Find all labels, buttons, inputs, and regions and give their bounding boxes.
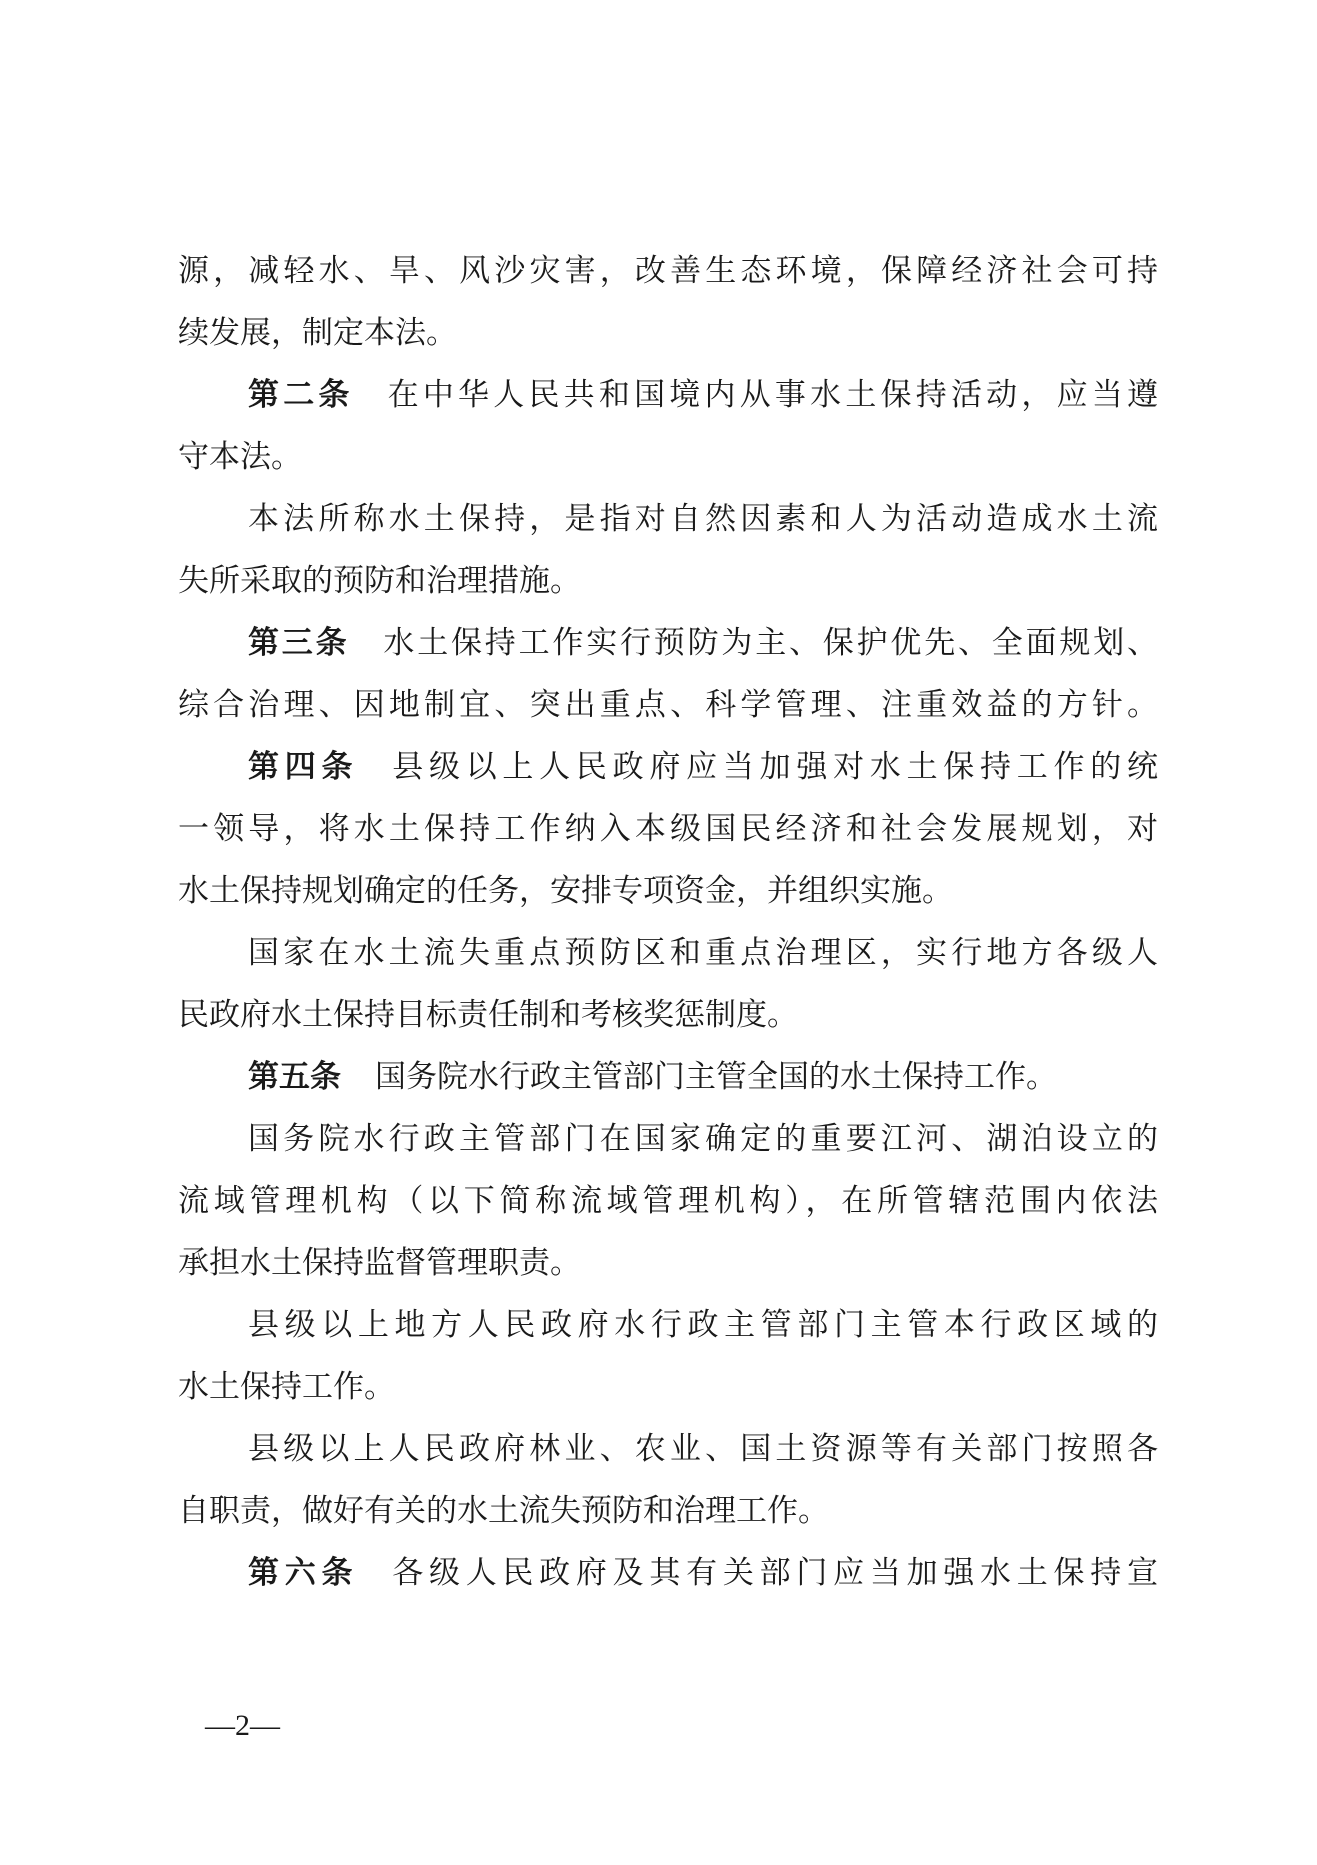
text-line: 民政府水土保持目标责任制和考核奖惩制度。 [178,997,798,1033]
article-5-line [178,1046,1158,1108]
text-line: 一领导，将水土保持工作纳入本级国民经济和社会发展规划，对 [178,811,1158,847]
text-line: 承担水土保持监督管理职责。 [178,1245,581,1281]
article-3-line [178,612,1158,674]
text-line: 守本法。 [178,439,302,475]
text-line: 源，减轻水、旱、风沙灾害，改善生态环境，保障经济社会可持 [178,253,1158,289]
document-body [178,240,1158,1604]
article-text: 国务院水行政主管部门主管全国的水土保持工作。 [375,1059,1057,1095]
article-number: 第六条 [248,1555,359,1591]
article-number: 第五条 [248,1059,341,1095]
text-line: 国家在水土流失重点预防区和重点治理区，实行地方各级人 [248,935,1158,971]
article-number: 第三条 [248,625,350,661]
article-text: 在中华人民共和国境内从事水土保持活动，应当遵 [387,377,1158,413]
text-line: 流域管理机构（以下简称流域管理机构），在所管辖范围内依法 [178,1183,1158,1219]
text-line: 水土保持工作。 [178,1369,395,1405]
text-line: 续发展，制定本法。 [178,315,457,351]
page-number: —2— [205,1709,280,1742]
text-line: 自职责，做好有关的水土流失预防和治理工作。 [178,1493,829,1529]
text-line: 本法所称水土保持，是指对自然因素和人为活动造成水土流 [248,501,1158,537]
text-line: 县级以上人民政府林业、农业、国土资源等有关部门按照各 [248,1431,1158,1467]
article-number: 第二条 [248,377,354,413]
article-text: 各级人民政府及其有关部门应当加强水土保持宣 [392,1555,1158,1591]
article-2-line [178,364,1158,426]
text-line: 水土保持规划确定的任务，安排专项资金，并组织实施。 [178,873,953,909]
article-text: 水土保持工作实行预防为主、保护优先、全面规划、 [383,625,1159,661]
article-4-line [178,736,1158,798]
text-line: 失所采取的预防和治理措施。 [178,563,581,599]
article-number: 第四条 [248,749,359,785]
text-line: 综合治理、因地制宜、突出重点、科学管理、注重效益的方针。 [178,687,1158,723]
article-6-line [178,1542,1158,1604]
article-text: 县级以上人民政府应当加强对水土保持工作的统 [392,749,1158,785]
text-line: 县级以上地方人民政府水行政主管部门主管本行政区域的 [248,1307,1158,1343]
text-line: 国务院水行政主管部门在国家确定的重要江河、湖泊设立的 [248,1121,1158,1157]
